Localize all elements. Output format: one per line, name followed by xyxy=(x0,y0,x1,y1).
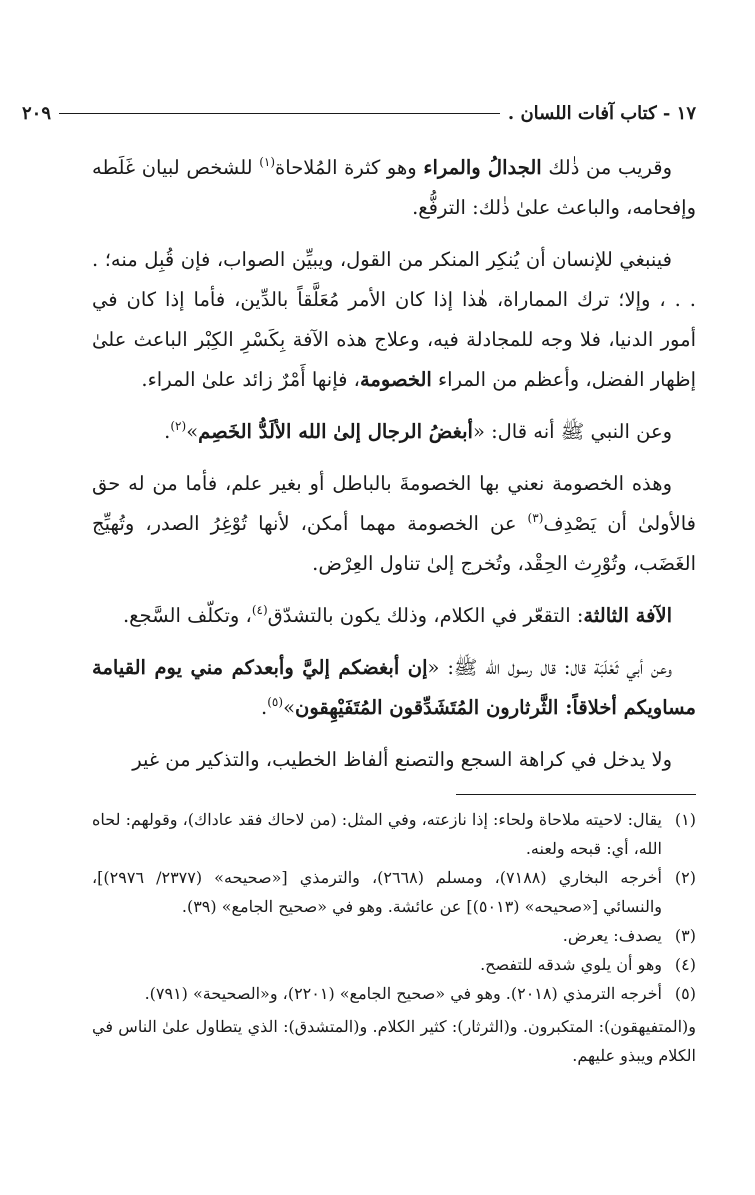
paragraph-khusuma: وهذه الخصومة نعني بها الخصومةَ بالباطل أو بغير علم، فأما من له حق فالأولىٰ أن يَصْدِف$^{(٣)}$ عن الخصومة مهما أمكن، لأنها تُوْغِرُ الصدر، وتُهيِّج الغَضَب، وتُوْرِث الحِقْد، وتُخرج إلىٰ تناول العِرْض. xyxy=(92,472,696,575)
footnote-separator xyxy=(456,794,696,795)
book-page xyxy=(22,96,696,1070)
main-text xyxy=(92,148,696,780)
footnote-ref-3: (٣) xyxy=(527,511,544,525)
paragraph-hadith-2: وعن أبي ثَعْلَبَة قال: قال رسول الله ﷺ: «إن أبغضكم إليَّ وأبعدكم مني يوم القيامة مساويكم أخلاقاً: الثَّرثارون المُتَشَدِّقون المُتَفَيْهِقون»$^{(٥)}$. xyxy=(92,656,696,719)
running-header xyxy=(22,96,696,130)
paragraph-sajaa: ولا يدخل في كراهة السجع والتصنع ألفاظ الخطيب، والتذكير من غير xyxy=(132,748,672,771)
footnote-2: (٢) أخرجه البخاري (٧١٨٨)، ومسلم (٢٦٦٨)، والترمذي [«صحيحه» (٢٣٧٧/ ٢٩٧٦)]، والنسائي [«صحيحه» (٥٠١٣)] عن عائشة. وهو في «صحيح الجامع» (٣٩). xyxy=(92,868,696,916)
paragraph-hadith-1: وعن النبي ﷺ أنه قال: «أبغضُ الرجال إلىٰ الله الألَدُّ الخَصِم»$^{(٢)}$. xyxy=(164,419,672,443)
footnote-ref-5: (٥) xyxy=(267,695,284,709)
footnote-4: (٤) وهو أن يلوي شدقه للتفصح. xyxy=(480,955,696,974)
footnote-3: (٣) يصدف: يعرض. xyxy=(562,926,696,945)
paragraph-third-affliction: الآفة الثالثة: التقعّر في الكلام، وذلك يكون بالتشدّق$^{(٤)}$، وتكلّف السَّجع. xyxy=(122,603,672,627)
paragraph-mumarat: فينبغي للإنسان أن يُنكِر المنكر من القول، ويبيِّن الصواب، فإن قُبِل منه؛ . . . ، وإلا؛ ترك المماراة، هٰذا إذا كان الأمر مُعَلَّقاً بالدِّين، فأما إذا كان في أمور الدنيا، فلا وجه للمجادلة فيه، وعلاج هذه الآفة بِكَسْرِ الكِبْر الباعث علىٰ إظهار الفضل، وأعظم من المراء الخصومة، فإنها أَمْرٌ زائد علىٰ المراء. xyxy=(92,248,696,391)
footnote-ref-4: (٤) xyxy=(251,603,268,617)
paragraph-jidal: وقريب من ذٰلك الجدالُ والمراء وهو كثرة المُلاحاة$^{(١)}$ للشخص لبيان غَلَطه وإفحامه، والباعث علىٰ ذٰلك: الترفُّع. xyxy=(92,155,696,219)
footnotes xyxy=(92,805,696,1070)
footnote-ref-1: (١) xyxy=(259,155,276,169)
footnote-5: (٥) أخرجه الترمذي (٢٠١٨). وهو في «صحيح الجامع» (٢٢٠١)، و«الصحيحة» (٧٩١). xyxy=(144,984,696,1003)
page-number: ٢٠٩ xyxy=(22,102,52,124)
section-heading: الآفة الثالثة xyxy=(583,604,672,627)
footnote-glossary: و(المتفيهقون): المتكبرون. و(الثرثار): كثير الكلام. و(المتشدق): الذي يتطاول علىٰ الناس في الكلام ويبذو عليهم. xyxy=(92,1017,696,1065)
header-rule xyxy=(59,113,500,114)
chapter-title: ١٧ - كتاب آفات اللسان . xyxy=(507,102,696,124)
footnote-ref-2: (٢) xyxy=(170,419,187,433)
footnote-1: (١) يقال: لاحيته ملاحاة ولحاء: إذا نازعته، وفي المثل: (من لاحاك فقد عاداك)، وقولهم: لحاه الله، أي: قبحه ولعنه. xyxy=(92,810,696,858)
